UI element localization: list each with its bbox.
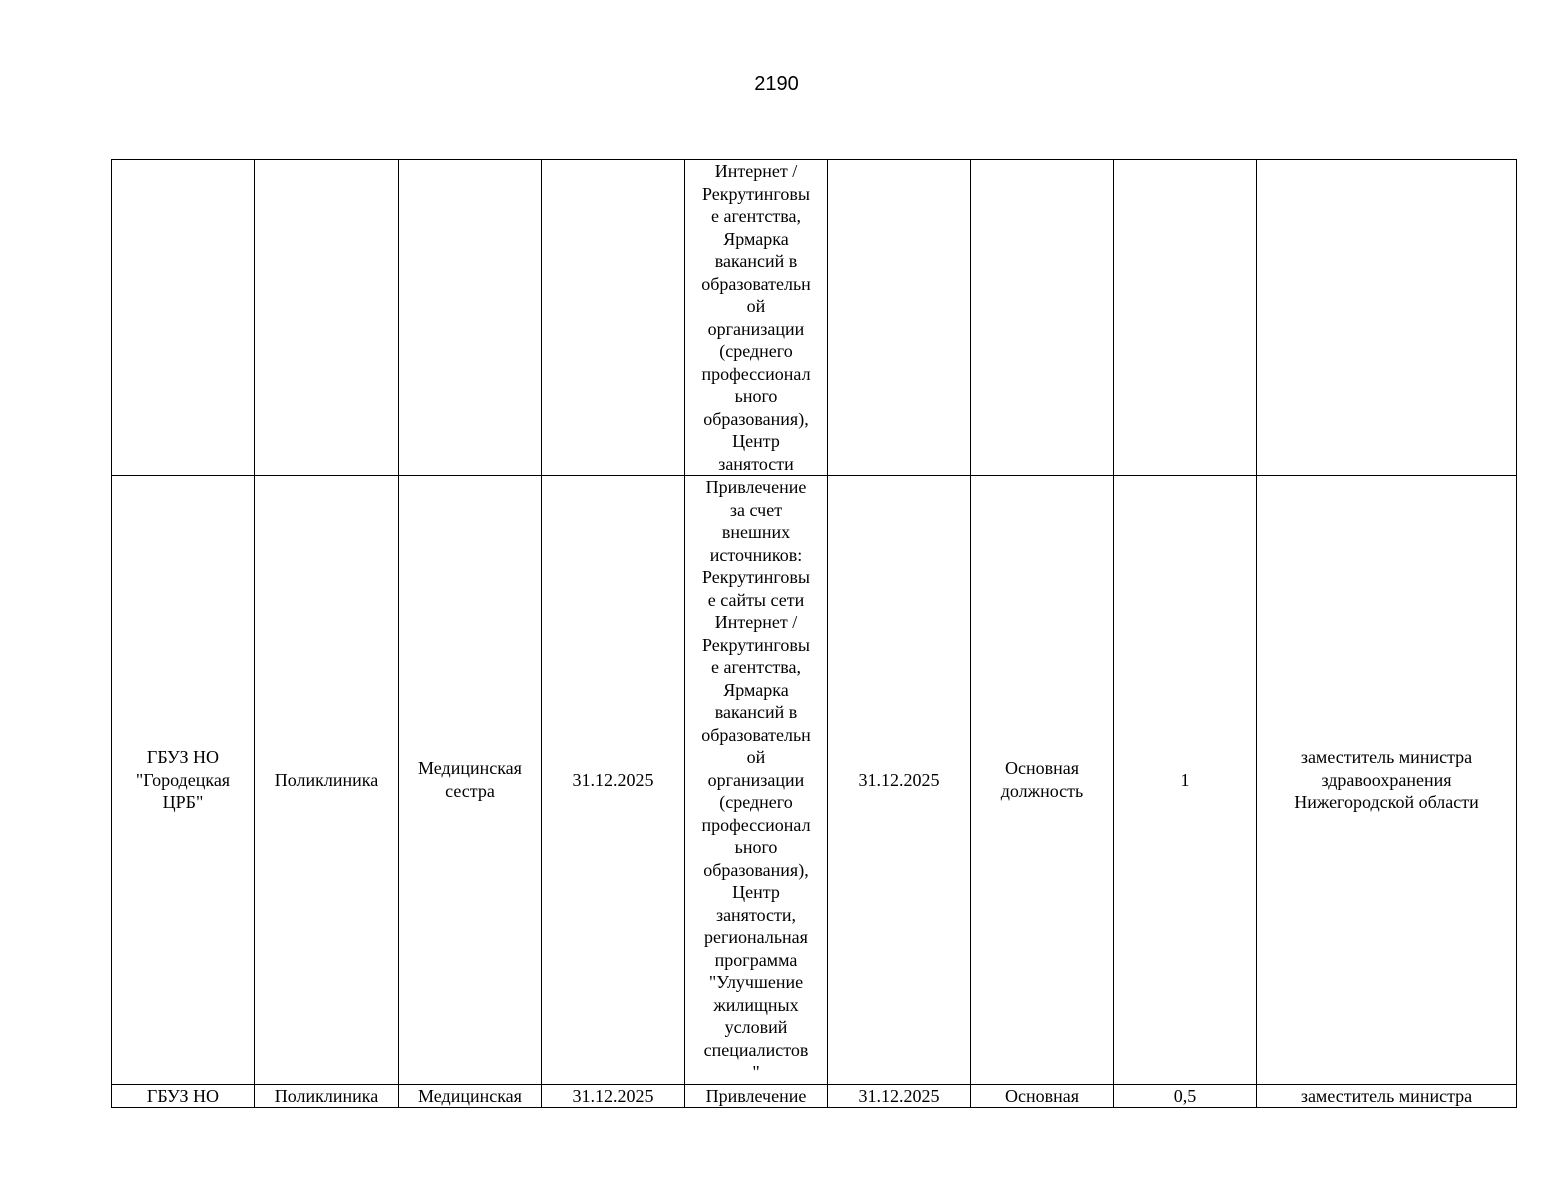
cell-source: Привлечение [685, 1084, 828, 1108]
cell-source: Привлечение за счет внешних источников: Рекрутинговы е сайты сети Интернет / Рекрутинговы е агентства, Ярмарка вакансий в образовательн ой организации (среднего профессионал ьного образования), Центр занятости, региональная программа "Улучшение жилищных условий специалистов " [685, 476, 828, 1085]
cell-date-2: 31.12.2025 [828, 476, 971, 1085]
vacancy-table [111, 159, 1517, 1108]
cell-unit: Поликлиника [255, 1084, 399, 1108]
cell-date-2: 31.12.2025 [828, 1084, 971, 1108]
cell-unit: Поликлиника [255, 476, 399, 1085]
cell-responsible: заместитель министра здравоохранения Нижегородской области [1257, 476, 1517, 1085]
table-row [112, 1084, 1517, 1108]
cell-post-type: Основная [971, 1084, 1114, 1108]
cell-date-1: 31.12.2025 [542, 476, 685, 1085]
cell-responsible [1257, 160, 1517, 476]
cell-position: Медицинская сестра [399, 476, 542, 1085]
cell-post-type [971, 160, 1114, 476]
cell-date-1: 31.12.2025 [542, 1084, 685, 1108]
cell-position: Медицинская [399, 1084, 542, 1108]
page-number: 2190 [754, 73, 799, 95]
table-row [112, 476, 1517, 1085]
cell-position [399, 160, 542, 476]
cell-organization [112, 160, 255, 476]
cell-rate [1114, 160, 1257, 476]
table-row [112, 160, 1517, 476]
cell-date-2 [828, 160, 971, 476]
cell-source: Интернет / Рекрутинговы е агентства, Ярмарка вакансий в образовательн ой организации (среднего профессионал ьного образования), Центр занятости [685, 160, 828, 476]
cell-organization: ГБУЗ НО [112, 1084, 255, 1108]
cell-unit [255, 160, 399, 476]
cell-responsible: заместитель министра [1257, 1084, 1517, 1108]
cell-rate: 0,5 [1114, 1084, 1257, 1108]
cell-organization: ГБУЗ НО "Городецкая ЦРБ" [112, 476, 255, 1085]
cell-rate: 1 [1114, 476, 1257, 1085]
cell-post-type: Основная должность [971, 476, 1114, 1085]
cell-date-1 [542, 160, 685, 476]
